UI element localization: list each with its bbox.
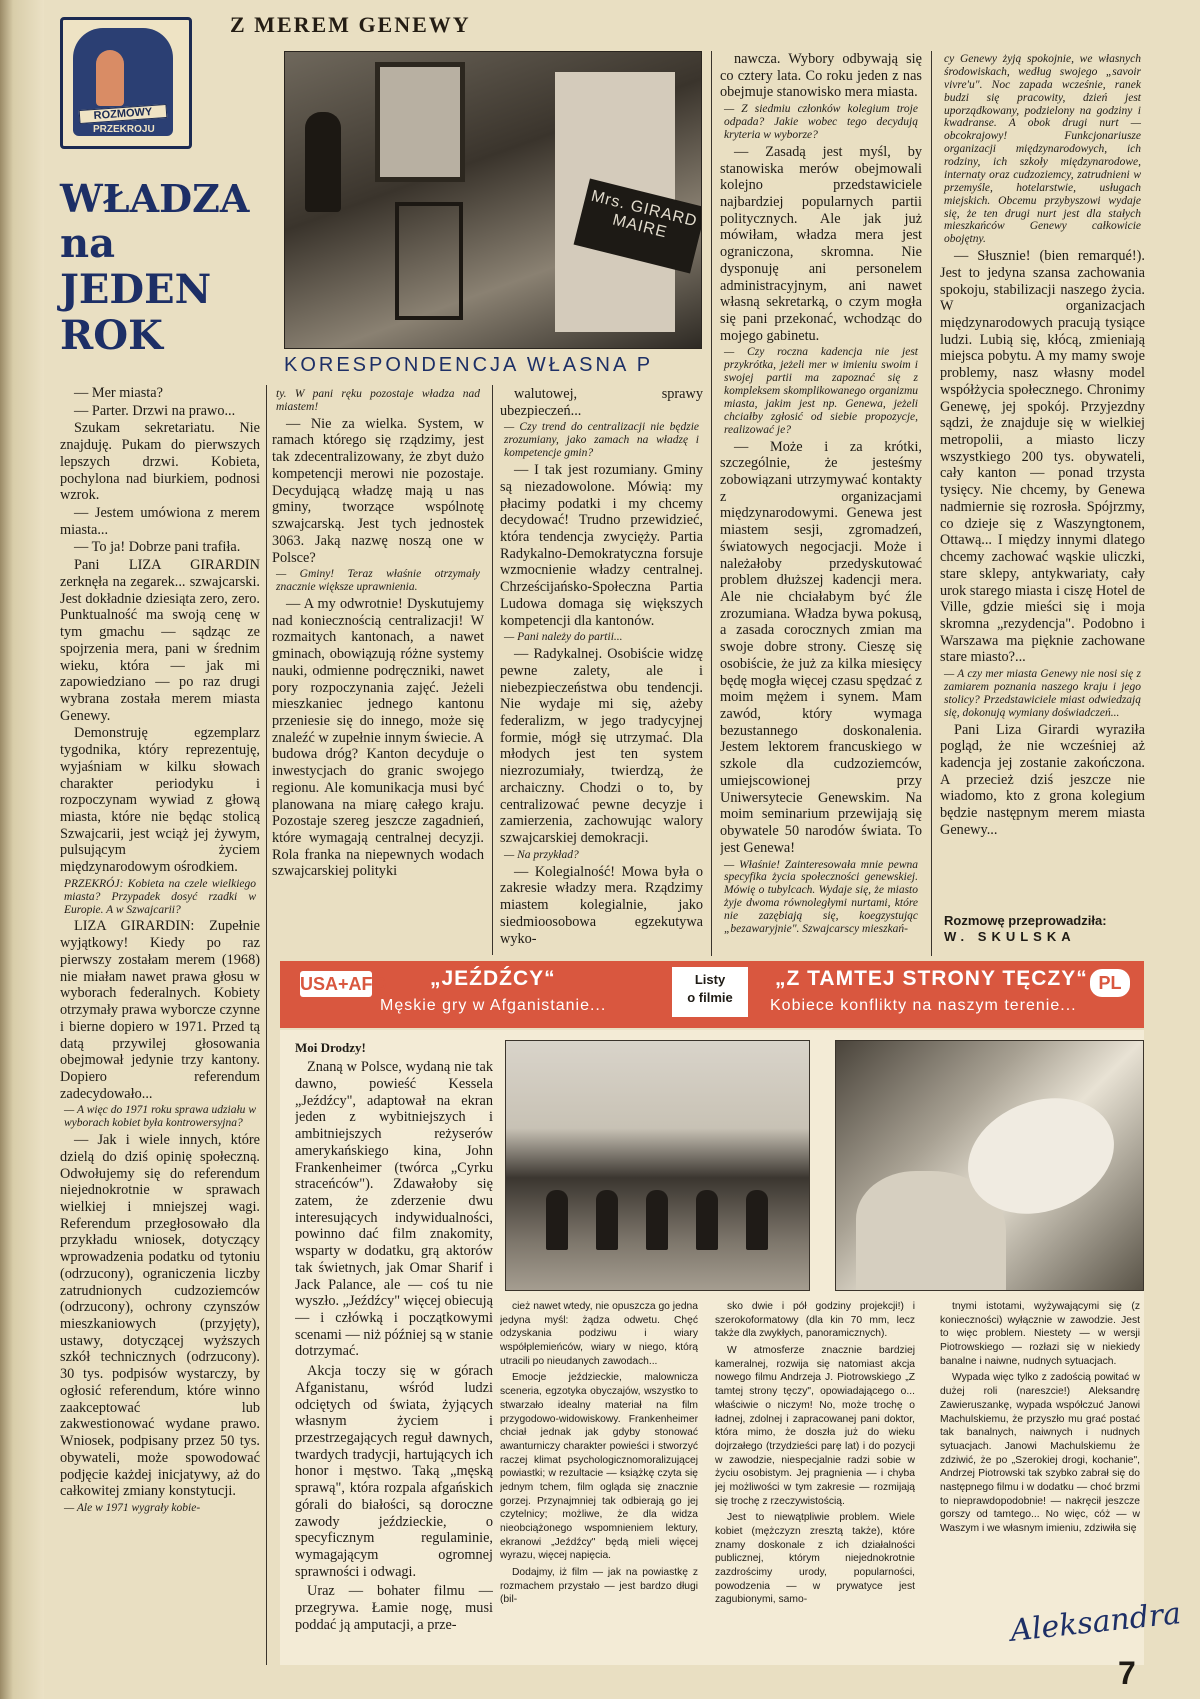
interviewer-question: — Ale w 1971 wygrały kobie- (64, 1501, 201, 1514)
door-plate: Mrs. GIRARD MAIRE (574, 178, 702, 273)
signature: Aleksandra (1008, 1596, 1183, 1649)
article-paragraph: Szukam sekretariatu. Nie znajduję. Pukam do pierwszych lepszych drzwi. Kobieta, pochylona nad biurkiem, podnosi wzrok. (60, 420, 260, 504)
page-number: 7 (1118, 1655, 1136, 1691)
title-line: na (60, 220, 115, 267)
review-paragraph: Wypada więc tylko z zadością powitać w dużej roli (nareszcie!) Aleksandrę Zawieruszankę, wypada współczuć Janowi Machulskiemu, że przyszło mu grać postać tak banalnych, naiwnych i nudnych sytuacjach. Janowi Machulskiemu że zdziwić, że po „Szerokiej drogi, kochanie", Andrzej Piotrowski tak szybko zabrał się do następnego filmu i w dodatku — choć brzmi to nieprawdopodobnie! — nakręcił jeszcze gorszy od tamtego... No więc, cóż — w Waszym i we własnym imieniu, zdziwiła się (940, 1372, 1140, 1534)
photo-woman-figure (305, 112, 341, 212)
photo-window (375, 62, 465, 182)
photo-horseman (546, 1190, 568, 1250)
article-paragraph: — Zasadą jest myśl, by stanowiska merów obejmowali kolejno przedstawiciele najbardziej popularnych partii politycznych. Ale jak już mówiłam, władza mera jest ograniczona, skromna. Nie dysponuję ani personelem administracyjnym, ani nawet własną sekretarką, o czym mogła się pani przekonać, wchodząc do mojego gabinetu. (720, 143, 922, 344)
review-paragraph: Znaną w Polsce, wydaną nie tak dawno, powieść Kessela „Jeźdźcy", adaptował na ekran jeden z wybitniejszych i ambitniejszych reżyserów amerykańskiego kina, John Frankenheimer (twórca „Cyrku straceńców"). Zdawałoby się zatem, że zderzenie dwu interesujących indywidualności, powinno dać film znakomity, wsparty w dodatku, grą aktorów tak świetnych, jak Omar Sharif i Jack Palance, ale — coś tu nie wyszło. „Jeźdźcy" więcej obiecują — i człówką i początkowymi scenami — niż później są w stanie dotrzymać. (295, 1059, 493, 1360)
article-paragraph: Demonstruję egzemplarz tygodnika, który reprezentuję, wyjaśniam w kilku słowach charakter periodyku i rozpoczynam wywiad z głową miasta, które nie będąc stolicą Szwajcarii, jest wciąż jej żywym, pulsującym życiem międzynarodowym ośrodkiem. (60, 725, 260, 876)
article-title (60, 176, 250, 359)
review-paragraph: Uraz — bohater filmu — przegrywa. Łamie nogę, musi poddać ją amputacji, a prze- (295, 1583, 493, 1633)
usa-afg-badge: USA+AFG (300, 971, 372, 997)
byline-label: Rozmowę przeprowadziła: (944, 913, 1107, 928)
interviewer-question: — A więc do 1971 roku sprawa udziału w wyborach kobiet była kontrowersyjna? (64, 1104, 256, 1130)
article-column-4 (720, 51, 922, 956)
logo-figure-icon (96, 50, 124, 106)
title-line: JEDEN (60, 266, 212, 313)
article-paragraph: Pani Liza Girardi wyraziła pogląd, że nie wcześniej aż kadencja jej zostanie zakończona. A przecież dziś jeszcze nie wiadomo, kto z grona kolegium będzie następnym merem miasta Genewy... (940, 721, 1145, 838)
column-divider (266, 385, 267, 1665)
interviewer-question: — A czy mer miasta Genewy nie nosi się z zamiarem poznania naszego kraju i jego stolicy? Przedstawiciele miast odwiedzają się, dokonują wymiany doświadczeń... (944, 668, 1141, 719)
article-paragraph: nawcza. Wybory odbywają się co cztery lata. Co roku jeden z nas obejmuje stanowisko mera miasta. (720, 51, 922, 101)
interviewer-question: — Gminy! Teraz właśnie otrzymały znacznie większe uprawnienia. (276, 568, 480, 594)
review-paragraph: cież nawet wtedy, nie opuszcza go jedna jedyna myśl: żądza odwetu. Chęć odzyskania podziwu i wiary współplemieńców, wiary w niego, którą utracili po nieudanych zawodach... (500, 1301, 698, 1367)
photo-caption: KORESPONDENCJA WŁASNA P (284, 354, 654, 376)
pl-badge: PL (1090, 969, 1130, 997)
article-paragraph: — Parter. Drzwi na prawo... (74, 402, 236, 419)
column-divider (492, 385, 493, 955)
film-title-left: „JEŹDŹCY“ (430, 967, 556, 990)
article-column-3 (500, 386, 703, 956)
film-subtitle-left: Męskie gry w Afganistanie... (380, 997, 607, 1014)
interviewer-question: — Czy roczna kadencja nie jest przykrótka, jeżeli mer w imieniu swoim i swojej partii ma zapoznać się z kompleksem skomplikowanego organizmu miasta, jakim jest np. Genewa, jeżeli chciałby zgłosić od siebie propozycje, realizować je? (724, 346, 918, 436)
review-greeting: Moi Drodzy! (295, 1040, 366, 1055)
review-paragraph: Akcja toczy się w górach Afganistanu, wśród ludzi odciętych od świata, żyjących własnym życiem i przestrzegających reguł dawnych, twardych tradycji, hartujących ich honor i męstwo. Taką „męską sprawą", która rozpala afgańskich górali do białości, są doroczne zawody jeździeckie, o specyficznym regulaminie, wymagającym ogromnej sprawności i odwagi. (295, 1363, 493, 1580)
article-paragraph: — I tak jest rozumiany. Gminy są niezadowolone. Mówią: my płacimy podatki i my chcemy decydować! Trudno przewidzieć, która tendencja zwycięży. Partia Radykalno-Demokratyczna forsuje wzmocnienie władzy centralnej. Chrześcijańsko-Społeczna Partia Ludowa domaga się większych kompetencji dla kantonów. (500, 462, 703, 629)
title-line: WŁADZA (60, 176, 250, 221)
byline-name: W. SKULSKA (944, 929, 1076, 944)
listy-line: o filmie (687, 990, 733, 1005)
article-paragraph: — Radykalnej. Osobiście widzę pewne zalety, ale i niebezpieczeństwa obu tendencji. Nie wydaje mi się, ażeby federalizm, w jego tradycyjnej formie, mógł się utrzymać. Dla młodych jest ten system niezrozumiały, twierdzą, że archaiczny. Chodzi o to, by centralizować pewne decyzje i zamierzenia, zachowując walory szwajcarskiej demokracji. (500, 646, 703, 847)
review-paragraph: Dodajmy, iż film — jak na powiastkę z rozmachem przystało — jest bardzo długi (bil- (500, 1567, 698, 1606)
mayor-office-photo (284, 51, 702, 349)
column-divider (931, 51, 932, 956)
article-column-2 (272, 386, 484, 956)
section-header: Z MEREM GENEWY (230, 12, 471, 37)
photo-chair (395, 202, 463, 320)
interviewer-question: — Na przykład? (504, 848, 579, 861)
article-paragraph: — Może i za krótki, szczególnie, że jesteśmy zobowiązani utrzymywać kontakty z organizacjami międzynarodowymi. Genewa jest miastem sesji, zgromadzeń, światowych negocjacji. Może i należałoby przedyskutować problem dłuższej kadencji mera. Ale nie chciałabym być źle zrozumiana. Władza bywa pokusą, a zasada corocznych zmian ma swoje dobre strony. Cieszę się osobiście, że już za kilka miesięcy będę mogła więcej czasu spędzać z moim mężem i synem. Mam zawód, który wymaga bezustannego doskonalenia. Jestem lektorem francuskiego w szkole dla cudzoziemców, umiejscowionej przy Uniwersytecie Genewskim. Na moim seminarium przewijają się obywatele 50 narodów świata. To jest Genewa! (720, 438, 922, 856)
review-paragraph: tnymi istotami, wyżywającymi się (z konieczności) wyłącznie w zawodzie. Jest to więc problem. Niestety — w wersji Piotrowskiego — rozłazi się w niekiedy banalne i naiwne, nudnych sytuacjach. (940, 1301, 1140, 1367)
article-paragraph: — Słusznie! (bien remarqué!). Jest to jedyna szansa zachowania spokoju, stabilizacji naszego życia. W organizacjach międzynarodowych pracują tysiące ludzi. Lubią się, kłócą, zmieniają miejsca pobytu. A my mamy swoje problemy, nasz własny model współżycia społecznego. Chronimy Genewę, jej spokój. Przyjezdny sądzi, że znajduje się w wielkiej metropolii, a miasto liczy wszystkiego 200 tys. obywateli, cały kanton — ponad trzysta tysięcy. Nie chcemy, by Genewa nadmiernie się rozrosła. Spójrzmy, co dzieje się z Waszyngtonem, Ottawą... I między innymi dlatego chcemy zachować wąskie uliczki, stare sklepy, antykwariaty, cały urok starego miasta i ciszę Hotel de Ville, gdzie mieści się i moja skromna „rezydencja". Podobno i Warszawa ma pięknie zachowane stare miasto?... (940, 248, 1145, 666)
review-column-2 (500, 1300, 698, 1665)
photo-horseman (596, 1190, 618, 1250)
photo-horseman (696, 1190, 718, 1250)
article-column-1 (60, 385, 260, 1675)
film-review-banner (280, 961, 1144, 1028)
review-paragraph: Emocje jeździeckie, malownicza sceneria, egzotyka obyczajów, wszystko to stwarzało idealny materiał na film przygodowo-widowiskowy. Frankenheimer chciał jednak jak gdyby stonować awanturniczy charakter powieści i stworzyć raczej klimat psychologicznomoralizującej powiastki; w rezultacie — książkę czyta się jednym tchem, film ogląda się znacznie gorzej. Przynajmniej tak odbierają go jej czytelnicy; możliwe, że dla widza nieobciążonego wspomnieniem lektury, ekranowi „Jeźdźcy" będą mieli więcej wyrazu, więcej napięcia. (500, 1372, 698, 1562)
review-column-3 (715, 1300, 915, 1665)
interviewer-question: — Z siedmiu członków kolegium troje odpada? Jakie wobec tego decydują kryteria w wyborze? (724, 103, 918, 141)
article-paragraph: — Mer miasta? (74, 385, 163, 401)
rozmowy-przekroju-logo (60, 17, 192, 149)
interviewer-question: — Właśnie! Zainteresowała mnie pewna specyfika życia społeczności genewskiej. Mówię o tubylcach. Wydaje się, że miasto żyje dwoma równoległymi nurtami, które nie zazębiają się, koegzystując „bezawaryjnie". Szwajcarscy mieszkań- (724, 858, 918, 935)
review-column-4 (940, 1300, 1140, 1600)
article-paragraph: — Jak i wiele innych, które dzielą do dziś opinię społeczną. Odwołujemy się do referendum niejednokrotnie w sprawach wielkiej i mniejszej wagi. Referendum przegłosowało dla przykładu wniosek, dotyczący wprowadzenia podatku od tytoniu (odrzucony), ograniczenia liczby zatrudnionych cudzoziemców (odrzucony), ochrony czynszów mieszkaniowych (przyjęty), ustawy, dotyczącej wyższych szkół technicznych (odrzucony). 30 tys. podpisów wystarczy, by ogłosić referendum, które winno zaakceptować lub zakwestionować wydane prawo. Wniosek, podpisany przez 50 tys. obywateli, może spowodować podjęcie każdej inicjatywy, aż do całkowitej zmiany konstytucji. (60, 1132, 260, 1500)
film-subtitle-right: Kobiece konflikty na naszym terenie... (770, 997, 1077, 1014)
title-line: ROK (60, 312, 163, 359)
article-paragraph: — Kolegialność! Mowa była o zakresie władzy mera. Rządzimy miastem kolegialnie, jako siedmioosobowa egzekutywa wyko- (500, 863, 703, 947)
column-divider (711, 51, 712, 956)
article-paragraph: — To ja! Dobrze pani trafiła. (74, 539, 241, 556)
article-column-5 (940, 51, 1145, 911)
photo-horseman (746, 1190, 768, 1250)
horsemen-film-still (505, 1040, 810, 1291)
article-paragraph: LIZA GIRARDIN: Zupełnie wyjątkowy! Kiedy po raz pierwszy zostałam merem (1968) nie miałam nawet prawa głosu w wyborach federalnych. Kobiety otrzymały prawa wyborcze czynne i bierne dopiero w 1971. Przed tą datą przywilej głosowania obejmował jedynie trzy kantony. Dopiero referendum zadecydowało... (60, 918, 260, 1102)
page-spine (0, 0, 44, 1699)
review-paragraph: sko dwie i pół godziny projekcji!) i szerokoformatowy (dla kin 70 mm, lecz także dla zwykłych, panoramicznych). (715, 1301, 915, 1340)
interviewer-question: cy Genewy żyją spokojnie, we własnych środowiskach, według swojego „savoir vivre'u". Noc zapada wcześnie, ranek budzi się pracowity, dzień jest uporządkowany, podzielony na godziny i kwadranse. A obok drugi nurt — obcokrajowy! Funkcjonariusze organizacji międzynarodowych, ich rodziny, ich szkoły międzynarodowe, internaty oraz cudzoziemcy, zatrudnieni w przemyśle, hotelarstwie, usługach miejskich. Obcemu przybyszowi wydaje się, że ten drugi nurt jest dla stałych mieszkańców Genewy całkowicie obojętny. (944, 53, 1141, 246)
logo-line2: PRZEKROJU (93, 124, 155, 135)
logo-line1: ROZMOWY (79, 104, 168, 124)
rainbow-film-still (835, 1040, 1144, 1291)
photo-horseman (646, 1190, 668, 1250)
review-column-1 (295, 1040, 493, 1660)
article-paragraph: — Jestem umówiona z merem miasta... (60, 505, 260, 538)
film-title-right: „Z TAMTEJ STRONY TĘCZY“ (775, 967, 1088, 990)
listy-o-filmie-badge (672, 967, 748, 1017)
review-paragraph: Jest to niewątpliwie problem. Wiele kobiet (mężczyzn zresztą także), które znamy doskonale z ich działalności publicznej, którym niejednokrotnie zazdrościmy urody, popularności, powodzenia — w prywatyce jest zagubionymi, samo- (715, 1512, 915, 1606)
interviewer-question: — Pani należy do partii... (504, 631, 623, 644)
interviewer-question: PRZEKRÓJ: Kobieta na czele wielkiego miasta? Przypadek dosyć rzadki w Europie. A w Szwajcarii? (64, 877, 256, 916)
article-paragraph: walutowej, sprawy ubezpieczeń... (500, 386, 703, 419)
article-paragraph: — A my odwrotnie! Dyskutujemy nad koniecznością centralizacji! W rozmaitych kantonach, a nawet gminach, obowiązują różne systemy nauki, odmienne podręczniki, nawet pory rozpoczynania zajęć. Jeżeli mieszkaniec jednego kantonu przeniesie się do innego, może się znaleźć w zupełnie innym świecie. A budowa dróg? Kanton decyduje o inwestycjach do granic swojego regionu. Ale komunikacja musi być planowana na miarę całego kraju. Pozostaje szereg jeszcze zagadnień, które wymagają centralnej decyzji. Rola franka na niepewnych wodach szwajcarskiej polityki (272, 595, 484, 880)
review-paragraph: W atmosferze znacznie bardziej kameralnej, rozwija się natomiast akcja nowego filmu Andrzeja J. Piotrowskiego „Z tamtej strony tęczy", opowiadającego o... właściwie o niczym! No, może trochę o ładnej, zdolnej i zapracowanej pani doktor, która mimo, że doszła już do wieku dojrzałego (trzydzieści parę lat) i do pozycji w zawodzie, niespecjalnie radzi sobie w życiu osobistym. Jej pragnienia — i chyba jej możliwości w tym zakresie — rozmijają się trochę z rzeczywistością. (715, 1345, 915, 1507)
listy-line: Listy (694, 972, 726, 987)
article-paragraph: Pani LIZA GIRARDIN zerknęła na zegarek... szwajcarski. Jest dokładnie dziesiąta zero, zero. Punktualność ma swoją cenę w tym gmachu — sądząc ze spojrzenia mera, pani w średnim wieku, która — jak mi zapowiedziano — po raz drugi wybrana została merem miasta Genewy. (60, 557, 260, 724)
interviewer-question: ty. W pani ręku pozostaje władza nad miastem! (276, 388, 480, 413)
interviewer-question: — Czy trend do centralizacji nie będzie zrozumiany, jako zamach na władzę i kompetencje gmin? (504, 421, 699, 460)
article-paragraph: — Nie za wielka. System, w ramach którego się rządzimy, jest tak zdecentralizowany, że zbyt dużo kompetencji merowi nie pozostaje. Decydującą władzę mają u nas gminy, tworzące wspólnotę szwajcarską. Jest tych jednostek 3063. Jaką nazwę noszą one w Polsce? (272, 415, 484, 566)
